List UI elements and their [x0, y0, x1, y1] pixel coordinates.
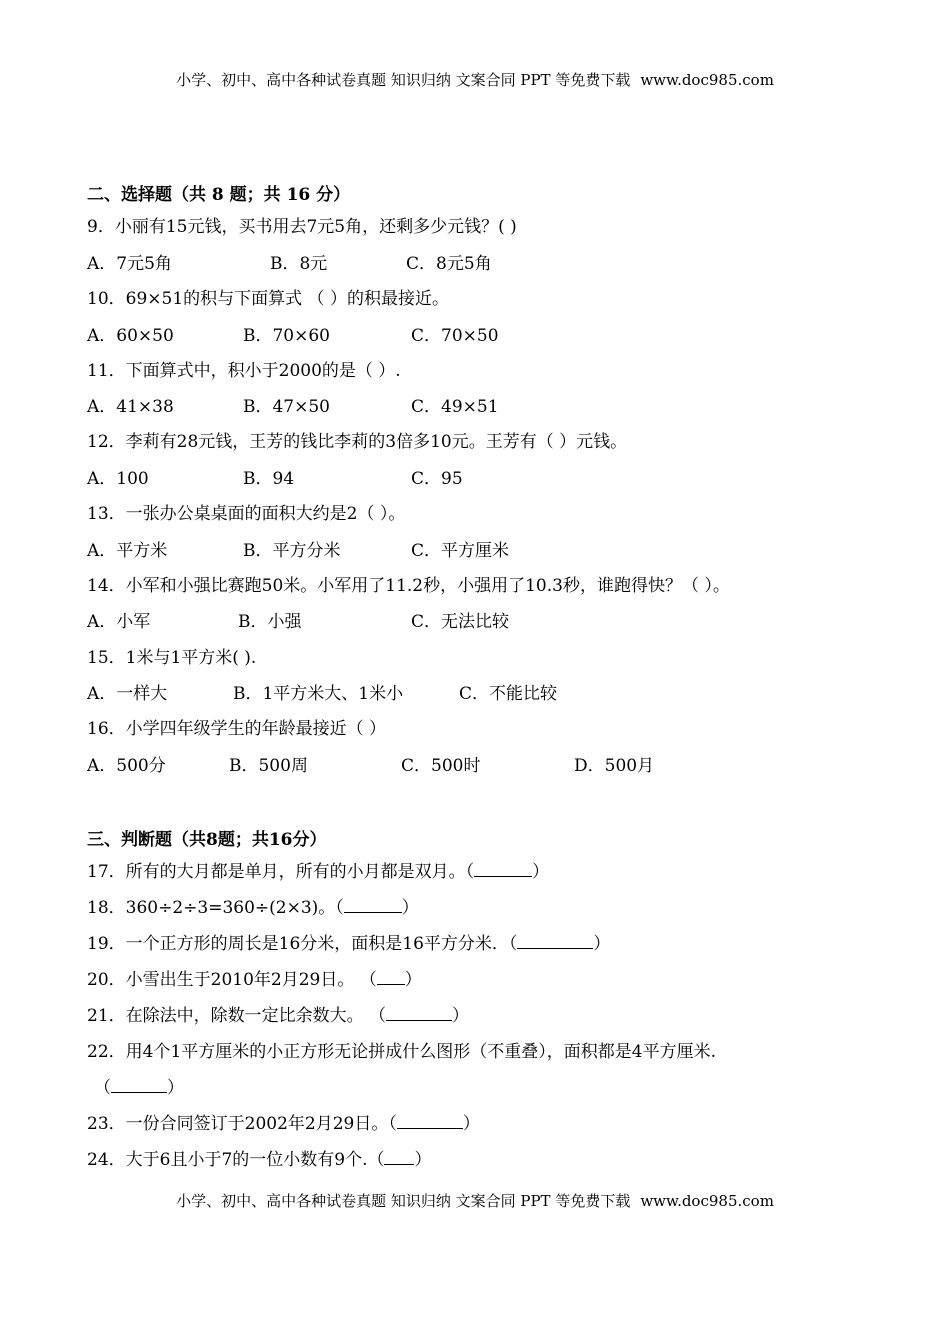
- question-20-text: 20．小雪出生于2010年2月29日。 （: [87, 970, 377, 990]
- q16-option-d: D．500月: [574, 756, 655, 776]
- q11-option-c: C．49×51: [411, 397, 499, 417]
- q15-option-a: A．一样大: [87, 684, 168, 704]
- answer-blank[interactable]: [111, 1078, 167, 1093]
- question-13: 13．一张办公桌桌面的面积大约是2（ ）。: [87, 504, 406, 524]
- answer-blank[interactable]: [474, 862, 532, 877]
- question-19-text: 19．一个正方形的周长是16分米，面积是16平方分米．（: [87, 934, 518, 954]
- answer-blank[interactable]: [344, 898, 402, 913]
- page-footer: [0, 1190, 950, 1211]
- question-23: [87, 1113, 480, 1135]
- answer-blank[interactable]: [384, 1150, 414, 1165]
- question-21: [87, 1005, 469, 1027]
- q12-option-a: A．100: [87, 469, 149, 489]
- q15-option-c: C．不能比较: [459, 684, 558, 704]
- question-17-close: ）: [532, 862, 550, 882]
- q14-option-c: C．无法比较: [411, 612, 510, 632]
- q15-option-b: B．1平方米大、1米小: [233, 684, 404, 704]
- footer-url: www.doc985.com: [640, 1192, 774, 1210]
- q12-option-c: C．95: [411, 469, 463, 489]
- question-18: [87, 897, 419, 919]
- q16-option-c: C．500时: [401, 756, 481, 776]
- q9-option-b: B．8元: [270, 254, 328, 274]
- q12-option-b: B．94: [243, 469, 295, 489]
- q14-option-b: B．小强: [238, 612, 302, 632]
- answer-blank[interactable]: [397, 1114, 463, 1129]
- q9-option-c: C．8元5角: [406, 254, 492, 274]
- q11-option-a: A．41×38: [87, 397, 174, 417]
- q10-option-c: C．70×50: [411, 326, 499, 346]
- question-24-close: ）: [414, 1150, 432, 1170]
- header-text: 小学、初中、高中各种试卷真题 知识归纳 文案合同 PPT 等免费下载: [176, 71, 631, 89]
- q11-option-b: B．47×50: [243, 397, 331, 417]
- answer-blank[interactable]: [517, 934, 593, 949]
- q10-option-a: A．60×50: [87, 326, 174, 346]
- question-23-text: 23．一份合同签订于2002年2月29日。（: [87, 1114, 397, 1134]
- q10-option-b: B．70×60: [243, 326, 331, 346]
- question-17: [87, 861, 549, 883]
- question-10: 10．69×51的积与下面算式 （ ）的积最接近。: [87, 289, 449, 309]
- question-19: [87, 933, 610, 955]
- question-19-close: ）: [593, 934, 611, 954]
- question-22-text: 22．用4个1平方厘米的小正方形无论拼成什么图形（不重叠），面积都是4平方厘米.: [87, 1042, 716, 1062]
- question-18-close: ）: [401, 898, 419, 918]
- question-15: 15．1米与1平方米( ).: [87, 648, 257, 668]
- q13-option-a: A．平方米: [87, 541, 168, 561]
- question-12: 12．李莉有28元钱，王芳的钱比李莉的3倍多10元。王芳有（ ）元钱。: [87, 432, 628, 452]
- question-24-text: 24．大于6且小于7的一位小数有9个.（: [87, 1150, 385, 1170]
- question-18-text: 18．360÷2÷3=360÷(2×3)。（: [87, 898, 344, 918]
- answer-blank[interactable]: [386, 1006, 452, 1021]
- footer-text: 小学、初中、高中各种试卷真题 知识归纳 文案合同 PPT 等免费下载: [176, 1192, 631, 1210]
- question-20: [87, 969, 422, 991]
- question-22: [87, 1041, 716, 1063]
- q9-option-a: A．7元5角: [87, 254, 172, 274]
- question-23-close: ）: [462, 1114, 480, 1134]
- question-11: 11．下面算式中，积小于2000的是（ ）.: [87, 361, 401, 381]
- q14-option-a: A．小军: [87, 612, 151, 632]
- question-17-text: 17．所有的大月都是单月，所有的小月都是双月。（: [87, 862, 475, 882]
- question-14: 14．小军和小强比赛跑50米。小军用了11.2秒，小强用了10.3秒，谁跑得快？（ ）。: [87, 576, 730, 596]
- q16-option-a: A．500分: [87, 756, 166, 776]
- question-9: 9．小丽有15元钱，买书用去7元5角，还剩多少元钱？( ): [87, 217, 517, 237]
- question-22-close: ）: [167, 1078, 184, 1098]
- question-22-open: （: [94, 1078, 111, 1098]
- question-21-text: 21．在除法中，除数一定比余数大。 （: [87, 1006, 387, 1026]
- question-21-close: ）: [452, 1006, 470, 1026]
- q13-option-c: C．平方厘米: [411, 541, 510, 561]
- q16-option-b: B．500周: [229, 756, 308, 776]
- question-20-close: ）: [404, 970, 422, 990]
- page-header: [0, 69, 950, 90]
- question-24: [87, 1149, 431, 1171]
- section-2-title: 二、选择题（共 8 题；共 16 分）: [87, 185, 351, 205]
- section-3-title: 三、判断题（共8题；共16分）: [87, 830, 327, 850]
- q13-option-b: B．平方分米: [243, 541, 341, 561]
- question-16: 16．小学四年级学生的年龄最接近（ ）: [87, 719, 387, 739]
- question-22-answer: [94, 1077, 184, 1099]
- header-url: www.doc985.com: [640, 71, 774, 89]
- answer-blank[interactable]: [377, 970, 405, 985]
